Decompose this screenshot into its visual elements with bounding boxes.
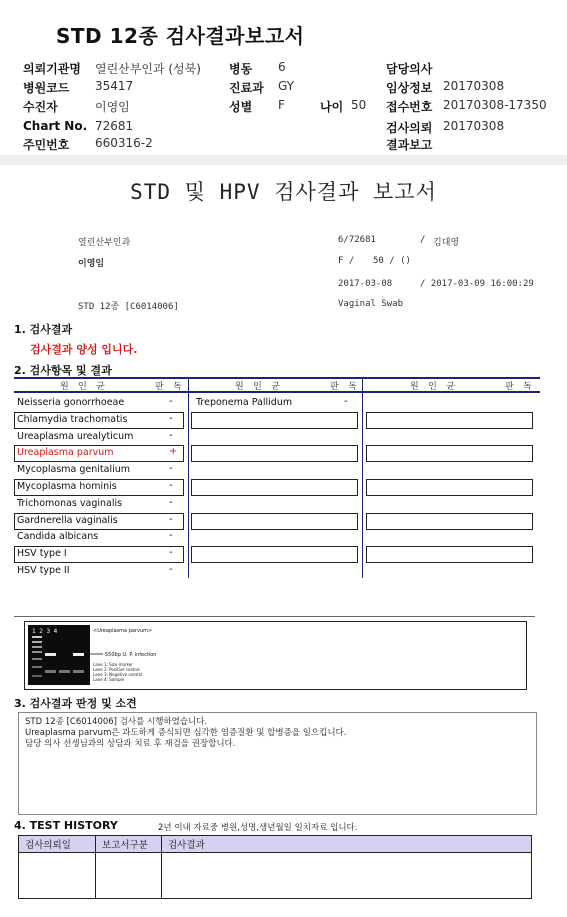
col2-result-box [191,445,358,462]
label-resident: 주민번호 [23,138,70,152]
pathogen-result: - [169,497,173,508]
report-header [0,0,567,155]
opinion-line-2: Ureaplasma parvum은 과도하게 증식되면 심각한 염증질환 및 합병증을 일으킵니다. [25,728,347,738]
col3-header: 원 인 균 [410,382,457,392]
pathogen-result: + [169,446,178,457]
col2-result-box [191,513,358,530]
info-code-doc: 6/72681 [338,235,376,245]
col3-result-box [366,412,533,429]
col2-result-header: 판 독 [330,382,359,392]
gel-band-label: 550bp U. P. infection [105,652,157,658]
value-sex: F [278,98,285,112]
gel-legend-1: Lane 1: Size marker [93,662,133,667]
label-patient: 수진자 [23,100,58,114]
gel-legend-4: Lane 4: Sample [93,677,125,682]
value-ward: 6 [278,60,286,74]
pathogen-name: Neisseria gonorrhoeae [17,397,125,408]
opinion-line-1: STD 12종 [C6014006] 검사를 시행하였습니다. [25,717,208,727]
pathogen-result: - [169,530,173,541]
label-clinic: 의뢰기관명 [23,62,81,76]
label-dept: 진료과 [229,81,264,95]
value-hospital-code: 35417 [95,79,134,93]
pathogen-result: - [169,463,173,474]
value-chart: 72681 [95,119,134,133]
treponema-result: - [344,396,348,407]
col1-header: 원 인 균 [60,382,107,392]
section2-title: 2. 검사항목 및 결과 [14,364,112,377]
opinion-box [18,712,537,815]
pathogen-name: Ureaplasma urealyticum [17,431,134,442]
pathogen-result: - [169,514,173,525]
label-sex: 성별 [229,100,253,114]
pathogen-result: - [169,430,173,441]
label-report: 결과보고 [386,138,433,152]
col3-result-box [366,513,533,530]
pathogen-result: - [169,547,173,558]
pathogen-name: Mycoplasma genitalium [17,464,131,475]
pathogen-result: - [169,480,173,491]
pathogen-result: - [169,396,173,407]
gel-panel [24,621,527,690]
pathogen-name: HSV type I [17,548,67,559]
gel-lane-numbers: 1 2 3 4 [32,628,58,635]
treponema-name: Treponema Pallidum [196,397,293,408]
history-note: 2년 이내 자료중 병원,성명,생년월일 일치자료 입니다. [158,823,358,833]
pathogen-result: - [169,413,173,424]
label-clinical: 임상정보 [386,81,433,95]
value-patient: 이영임 [95,100,130,114]
col2-result-box [191,546,358,563]
pathogen-name: Ureaplasma parvum [17,447,114,458]
info-date1: 2017-03-08 [338,279,393,289]
gel-title: <Ureaplasma parvum> [93,628,153,634]
report-title: STD 및 HPV 검사결과 보고서 [130,180,437,204]
label-receipt: 접수번호 [386,100,433,114]
col2-result-box [191,412,358,429]
label-ward: 병동 [229,62,253,76]
info-specimen: Vaginal Swab [338,299,404,309]
col2-header: 원 인 균 [235,382,282,392]
col3-result-box [366,479,533,496]
gel-electrophoresis-image [25,622,526,689]
header-title: STD 12종 검사결과보고서 [56,24,305,48]
pathogen-name: Candida albicans [17,531,99,542]
label-doctor: 담당의사 [386,62,433,76]
label-hospital-code: 병원코드 [23,81,70,95]
pathogen-result: - [169,564,173,575]
info-sex: F / [338,256,355,266]
col3-result-header: 판 독 [505,382,534,392]
col2-result-box [191,479,358,496]
gel-legend-3: Lane 3: Negative control [93,672,143,677]
value-dept: GY [278,79,295,93]
history-col-date: 검사의뢰일 [19,836,96,853]
info-patient: 이영임 [78,259,105,269]
value-clinic: 열린산부인과 (성북) [95,62,201,76]
pathogen-name: Mycoplasma hominis [17,481,117,492]
info-slash: / [420,235,426,245]
label-age: 나이 [320,100,344,114]
history-header-row [19,836,532,853]
history-col-result: 검사결과 [162,836,532,853]
pathogen-name: Gardnerella vaginalis [17,515,118,526]
gel-divider [14,616,535,617]
info-age: 50 / () [373,256,411,266]
col1-result-header: 판 독 [155,382,184,392]
gel-legend-2: Lane 2: Positive control [93,667,140,672]
value-request-date: 20170308 [443,119,505,133]
pathogen-name: HSV type II [17,565,70,576]
opinion-line-3: 담당 의사 선생님과의 상담과 치료 후 재검을 권장합니다. [25,739,236,749]
info-test: STD 12종 [C6014006] [78,302,179,312]
positive-message: 검사결과 양성 입니다. [30,343,138,356]
info-clinic: 열린산부인과 [78,238,131,248]
section3-title: 3. 검사결과 판정 및 소견 [14,697,137,710]
value-resident: 660316-2 [95,136,153,150]
info-date2: / 2017-03-09 16:00:29 [420,279,534,289]
value-receipt: 20170308-17350 [443,98,547,112]
pathogen-name: Chlamydia trachomatis [17,414,128,425]
value-age: 50 [351,98,367,112]
column-divider-1 [188,378,189,578]
col3-result-box [366,445,533,462]
history-empty-row [19,853,532,899]
value-clinical: 20170308 [443,79,505,93]
section4-title: 4. TEST HISTORY [14,819,118,832]
col3-result-box [366,546,533,563]
history-table [18,835,532,899]
info-doctor: 김대영 [433,238,460,248]
section1-title: 1. 검사결과 [14,323,73,336]
column-divider-2 [362,378,363,578]
history-col-type: 보고서구분 [96,836,162,853]
label-request-date: 검사의뢰 [386,121,433,135]
pathogen-name: Trichomonas vaginalis [17,498,123,509]
label-chart: Chart No. [23,119,88,133]
